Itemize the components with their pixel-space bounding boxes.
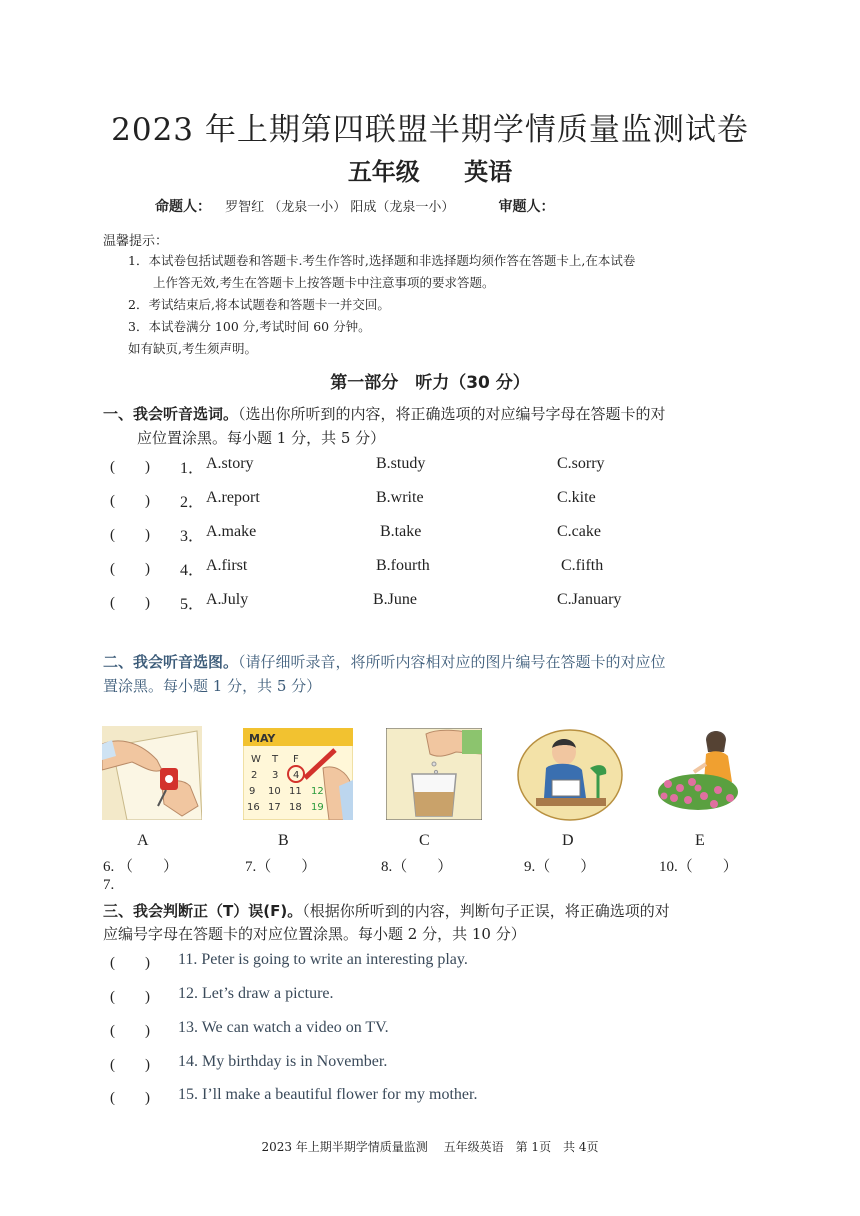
answer-blank-6[interactable]: 6. （ ） [103, 859, 179, 875]
option-c: C.kite [557, 489, 596, 506]
section-1-instruction-2: 应位置涂黑。每小题 1 分，共 5 分） [137, 429, 386, 447]
section-3-heading [103, 900, 670, 921]
authors: 罗智红 （龙泉一小） 阳成（龙泉一小） [225, 200, 455, 215]
stray-number: 7. [103, 877, 115, 893]
image-letter-b: B [278, 832, 289, 849]
answer-blank[interactable]: ( ) [110, 1023, 150, 1039]
tip-1-line-2: 上作答无效,考生在答题卡上按答题卡中注意事项的要求答题。 [153, 275, 495, 290]
image-letter-e: E [695, 832, 705, 849]
cal-16: 16 [247, 802, 260, 813]
section-1-heading [103, 403, 666, 424]
option-c: C.fifth [561, 557, 604, 574]
cal-4: 4 [293, 770, 300, 781]
answer-blank[interactable]: ( ) [110, 1090, 150, 1106]
option-a: A.July [206, 591, 249, 608]
cal-17: 17 [268, 802, 281, 813]
hands-paper-icon [102, 726, 202, 820]
question-number: 4． [180, 562, 205, 579]
glass-water-icon [386, 728, 482, 820]
question-number: 5． [180, 596, 205, 613]
cal-day-t: T [272, 754, 279, 765]
option-b: B.take [380, 523, 422, 540]
answer-blank[interactable]: ( ) [110, 955, 150, 971]
answer-blank[interactable]: ( ) [110, 561, 150, 577]
cal-3: 3 [272, 770, 279, 781]
section-3-title: 三、我会判断正（T）误(F)。 [103, 902, 303, 920]
section-3-instruction-2: 应编号字母在答题卡的对应位置涂黑。每小题 2 分，共 10 分） [103, 925, 526, 943]
statement-text: 13. We can watch a video on TV. [178, 1019, 389, 1036]
author-label: 命题人： [155, 199, 211, 215]
image-letter-c: C [419, 832, 430, 849]
page-title: 2023 年上期第四联盟半期学情质量监测试卷 [111, 112, 749, 148]
section-2-instruction-2: 置涂黑。每小题 1 分，共 5 分） [103, 677, 322, 695]
authors-line [155, 196, 555, 216]
statement-text: 11. Peter is going to write an interesting play. [178, 951, 468, 968]
section-2-heading [103, 651, 666, 672]
statement-text: 12. Let’s draw a picture. [178, 985, 334, 1002]
cal-2: 2 [251, 770, 258, 781]
girl-flowers-icon [658, 726, 744, 816]
tip-2: 2．考试结束后,将本试题卷和答题卡一并交回。 [128, 297, 390, 312]
question-number: 3． [180, 528, 205, 545]
option-a: A.report [206, 489, 260, 506]
section-2-title: 二、我会听音选图。 [103, 653, 239, 671]
answer-blank-10[interactable]: 10.（ ） [659, 859, 738, 875]
option-b: B.fourth [376, 557, 430, 574]
tip-3: 3．本试卷满分 100 分,考试时间 60 分钟。 [128, 319, 371, 334]
section-2-instruction: （请仔细听录音，将所听内容相对应的图片编号在答题卡的对应位 [238, 653, 666, 671]
subject-label: 英语 [464, 158, 513, 186]
grade-label: 五年级 [347, 158, 420, 186]
cal-day-f: F [293, 754, 299, 765]
boy-reading-icon [516, 728, 624, 822]
cal-day-w: W [251, 754, 261, 765]
reviewer-label: 审题人： [498, 199, 555, 215]
section-1-title: 一、我会听音选词。 [103, 405, 239, 423]
image-letter-d: D [562, 832, 574, 849]
subtitle [0, 152, 860, 187]
option-c: C.January [557, 591, 622, 608]
answer-blank-9[interactable]: 9.（ ） [524, 859, 596, 875]
cal-19: 19 [311, 802, 324, 813]
page-footer: 2023 年上期半期学情质量监测 五年级英语 第 1页 共 4页 [261, 1140, 599, 1154]
statement-text: 15. I’ll make a beautiful flower for my mother. [178, 1086, 478, 1103]
option-b: B.study [376, 455, 426, 472]
option-c: C.cake [557, 523, 601, 540]
section-1-instruction: （选出你所听到的内容，将正确选项的对应编号字母在答题卡的对 [238, 405, 666, 423]
image-letter-a: A [137, 832, 149, 849]
question-number: 2． [180, 494, 205, 511]
option-a: A.make [206, 523, 257, 540]
option-b: B.June [373, 591, 417, 608]
statement-text: 14. My birthday is in November. [178, 1053, 388, 1070]
tip-4: 如有缺页,考生须声明。 [128, 341, 257, 356]
answer-blank[interactable]: ( ) [110, 595, 150, 611]
answer-blank[interactable]: ( ) [110, 459, 150, 475]
cal-12: 12 [311, 786, 324, 797]
calendar-month: MAY [249, 732, 276, 745]
option-a: A.first [206, 557, 248, 574]
option-a: A.story [206, 455, 254, 472]
tip-1-line-1: 1．本试卷包括试题卷和答题卡.考生作答时,选择题和非选择题均须作答在答题卡上,在本试卷 [128, 253, 636, 268]
answer-blank[interactable]: ( ) [110, 527, 150, 543]
tips-heading: 温馨提示： [103, 234, 169, 249]
cal-18: 18 [289, 802, 302, 813]
answer-blank[interactable]: ( ) [110, 989, 150, 1005]
option-c: C.sorry [557, 455, 605, 472]
answer-blank[interactable]: ( ) [110, 1057, 150, 1073]
calendar-icon [243, 728, 353, 820]
cal-11: 11 [289, 786, 302, 797]
cal-9: 9 [249, 786, 256, 797]
section-3-instruction: （根据你所听到的内容，判断句子正误，将正确选项的对 [302, 902, 670, 920]
answer-blank-7[interactable]: 7.（ ） [245, 859, 317, 875]
answer-blank[interactable]: ( ) [110, 493, 150, 509]
cal-10: 10 [268, 786, 281, 797]
question-number: 1． [180, 460, 205, 477]
answer-blank-8[interactable]: 8.（ ） [381, 859, 453, 875]
part-1-title: 第一部分 听力（30 分） [330, 373, 530, 393]
option-b: B.write [376, 489, 424, 506]
